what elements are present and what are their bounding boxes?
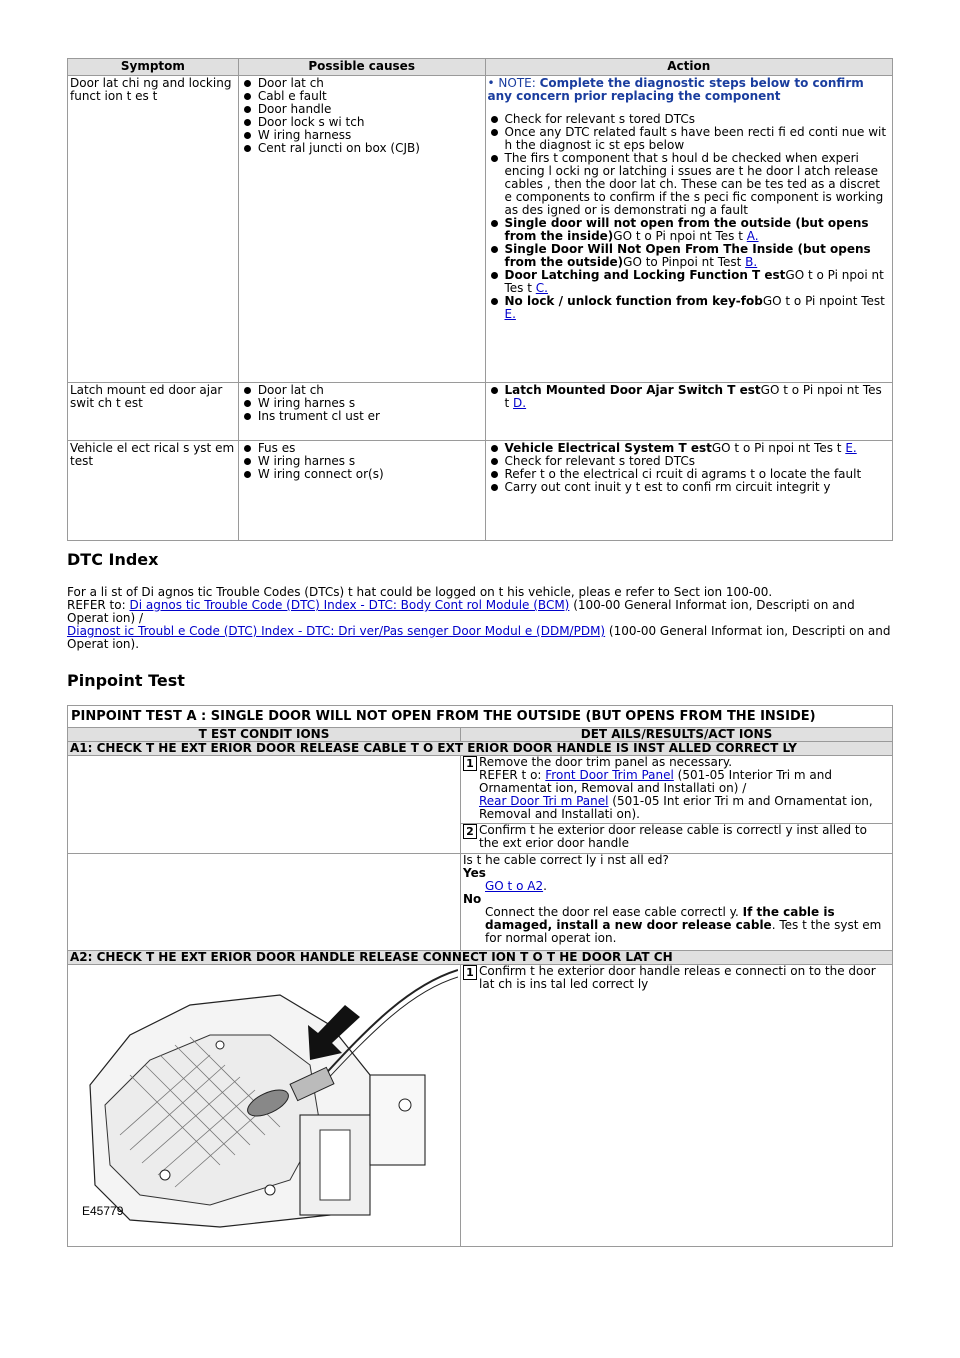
step-1 <box>463 756 890 821</box>
list-item <box>505 384 891 410</box>
step-cell <box>461 756 893 824</box>
no-action <box>463 906 890 945</box>
front-door-trim-panel-link[interactable]: Front Door Trim Panel <box>545 768 674 782</box>
list-item <box>505 243 891 269</box>
symptom-cell: Vehicle el ect rical s yst em test <box>68 441 239 541</box>
step-2 <box>463 824 890 850</box>
no-action-text: Connect the door rel ease cable correctl y. <box>485 905 743 919</box>
list-item: Once any DTC related fault s have been recti fi ed conti nue wit h the diagnost ic st eps below <box>505 126 891 152</box>
ref-detail: (501-05 Int erior Tri m and Ornamentat ion, Removal and Installati on). <box>479 794 873 821</box>
action-cell <box>485 441 893 541</box>
step-refer-2 <box>479 795 890 821</box>
action-list <box>488 113 891 321</box>
question: Is t he cable correct ly i nst all ed? <box>463 853 669 867</box>
action-bold: Vehicle Electrical System T est <box>504 441 712 455</box>
dtc-index-ddm-link[interactable]: Diagnost ic Troubl e Code (DTC) Index - DTC: Dri ver/Pas senger Door Modul e (DDM/PDM) <box>67 624 606 638</box>
symptom-table <box>67 58 893 541</box>
pinpoint-test-heading: Pinpoint Test <box>67 671 185 690</box>
step-text <box>479 756 890 821</box>
list-item: Check for relevant s tored DTCs <box>505 455 891 468</box>
list-item: W iring harnes s <box>258 397 483 410</box>
action-cell <box>485 383 893 441</box>
causes-cell <box>238 383 485 441</box>
action-text: GO t o Pi npoi nt Tes t <box>504 383 882 410</box>
test-conditions-cell <box>68 854 461 951</box>
yes-after: . <box>543 879 547 893</box>
list-item: Cent ral juncti on box (CJB) <box>258 142 483 155</box>
causes-list <box>241 384 483 423</box>
pinpoint-link-c[interactable]: C. <box>535 281 548 295</box>
table-row <box>68 76 893 383</box>
action-text: GO t o Pi npoi nt Tes t <box>504 268 884 295</box>
step-instruction: Remove the door trim panel as necessary. <box>479 755 733 769</box>
dtc-index-bcm-link[interactable]: Di agnos tic Trouble Code (DTC) Index - DTC: Body Cont rol Module (BCM) <box>129 598 570 612</box>
symptom-table-container <box>67 58 893 541</box>
causes-cell <box>238 76 485 383</box>
list-item <box>505 269 891 295</box>
list-item: Door lat ch <box>258 77 483 90</box>
action-list <box>488 384 891 410</box>
action-text: GO t o Pi npoint Test <box>762 294 885 308</box>
action-bold: Latch Mounted Door Ajar Switch T est <box>504 383 761 397</box>
action-bold: Single Door Will Not Open From The Inside (but opens from the outside) <box>504 242 871 269</box>
list-item: W iring connect or(s) <box>258 468 483 481</box>
dtc-index-ref-detail: (100-00 General Informat ion, Descripti on and Operat ion). <box>67 624 891 651</box>
dtc-index-refer <box>67 599 893 625</box>
symptom-cell: Latch mount ed door ajar swit ch t est <box>68 383 239 441</box>
list-item <box>505 217 891 243</box>
action-cell <box>485 76 893 383</box>
step-number: 1 <box>463 965 477 980</box>
action-text: GO t o Pi npoi nt Tes t <box>613 229 747 243</box>
header-symptom: Symptom <box>68 59 239 76</box>
header-test-conditions: T EST CONDIT IONS <box>68 728 461 742</box>
rear-door-trim-panel-link[interactable]: Rear Door Tri m Panel <box>479 794 609 808</box>
table-row <box>68 441 893 541</box>
no-action-after: . Tes t the syst em for normal operat ion. <box>485 918 882 945</box>
list-item: Check for relevant s tored DTCs <box>505 113 891 126</box>
step-instruction: Confirm t he exterior door release cable is correctl y inst alled to the ext erior door handle <box>479 823 867 850</box>
list-item <box>505 295 891 321</box>
table-row <box>68 383 893 441</box>
figure-label: E45779 <box>82 1204 124 1218</box>
step-a2-heading: A2: CHECK T HE EXT ERIOR DOOR HANDLE RELEASE CONNECT ION T O T HE DOOR LAT CH <box>68 951 893 965</box>
door-latch-illustration <box>70 965 458 1230</box>
header-details-results-actions: DET AILS/RESULTS/ACT IONS <box>461 728 893 742</box>
causes-list <box>241 442 483 481</box>
step-cell <box>461 824 893 854</box>
list-item: W iring harness <box>258 129 483 142</box>
dtc-index-refer-2 <box>67 625 893 651</box>
action-bold: Single door will not open from the outside (but opens from the inside) <box>504 216 869 243</box>
note-prefix: • NOTE: <box>487 76 540 90</box>
list-item: Carry out cont inuit y t est to confi rm circuit integrit y <box>505 481 891 494</box>
figure-cell <box>68 965 461 1247</box>
list-item: Cabl e fault <box>258 90 483 103</box>
pinpoint-link-b[interactable]: B. <box>745 255 758 269</box>
step-cell <box>461 965 893 1247</box>
refer-label: REFER to: <box>67 598 130 612</box>
test-conditions-cell <box>68 756 461 854</box>
step-number: 1 <box>463 756 477 771</box>
list-item: The firs t component that s houl d be checked when experi encing l ocki ng or latching i ssues are t he door l atch release cables , then the door lat ch. These can be tes ted as a discret e components to confirm if the s peci fic component is working as des igned or is demonstrati ng a fault <box>505 152 891 217</box>
yes-text: Yes <box>463 866 486 880</box>
step-instruction: Confirm t he exterior door handle releas e connecti on to the door lat ch is ins tal led correct ly <box>479 964 876 991</box>
ref-detail: (501-05 Interior Tri m and Ornamentat ion, Removal and Installati on) / <box>479 768 832 795</box>
header-action: Action <box>485 59 893 76</box>
list-item: Fus es <box>258 442 483 455</box>
pinpoint-link-a[interactable]: A. <box>746 229 759 243</box>
dtc-index-ref-detail: (100-00 General Informat ion, Descripti on and Operat ion) / <box>67 598 855 625</box>
step-number: 2 <box>463 824 477 839</box>
list-item: Ins trument cl ust er <box>258 410 483 423</box>
list-item: Door lock s wi tch <box>258 116 483 129</box>
pinpoint-test-table <box>67 705 893 1247</box>
action-bold: No lock / unlock function from key-fob <box>504 294 763 308</box>
refer-label: REFER t o: <box>479 768 546 782</box>
action-text: GO to Pinpoi nt Test <box>623 255 746 269</box>
question-cell <box>461 854 893 951</box>
causes-cell <box>238 441 485 541</box>
note <box>488 77 891 103</box>
step-a1-heading: A1: CHECK T HE EXT ERIOR DOOR RELEASE CABLE T O EXT ERIOR DOOR HANDLE IS INST ALLED CORRECT LY <box>68 742 893 756</box>
pinpoint-link-e[interactable]: E. <box>504 307 516 321</box>
action-bold: Door Latching and Locking Function T est <box>504 268 786 282</box>
dtc-index-heading: DTC Index <box>67 550 159 569</box>
dtc-index-intro: For a li st of Di agnos tic Trouble Codes (DTCs) t hat could be logged on t his vehicle, pleas e refer to Sect ion 100-00. <box>67 585 773 599</box>
list-item: Refer t o the electrical ci rcuit di agrams t o locate the fault <box>505 468 891 481</box>
yes-action <box>463 880 890 893</box>
header-possible-causes: Possible causes <box>238 59 485 76</box>
step-1 <box>463 965 890 991</box>
action-list <box>488 442 891 494</box>
go-to-a2-link[interactable]: GO t o A2 <box>485 879 544 893</box>
pinpoint-link-e[interactable]: E. <box>845 441 857 455</box>
list-item: Door handle <box>258 103 483 116</box>
no-action-bold: If the cable is damaged, install a new door release cable <box>485 905 835 932</box>
causes-list <box>241 77 483 155</box>
door-latch-diagram <box>70 965 458 1235</box>
list-item: W iring harnes s <box>258 455 483 468</box>
note-text: Complete the diagnostic steps below to confirm any concern prior replacing the component <box>487 76 864 103</box>
list-item: Door lat ch <box>258 384 483 397</box>
pinpoint-test-title: PINPOINT TEST A : SINGLE DOOR WILL NOT OPEN FROM THE OUTSIDE (BUT OPENS FROM THE INSIDE) <box>68 706 893 728</box>
symptom-table-header <box>68 59 893 76</box>
pinpoint-link-d[interactable]: D. <box>513 396 527 410</box>
no-text: No <box>463 892 482 906</box>
dtc-index-paragraph <box>67 586 893 651</box>
action-text: GO t o Pi npoi nt Tes t <box>711 441 846 455</box>
symptom-cell: Door lat chi ng and locking funct ion t es t <box>68 76 239 383</box>
step-refer <box>479 769 890 795</box>
